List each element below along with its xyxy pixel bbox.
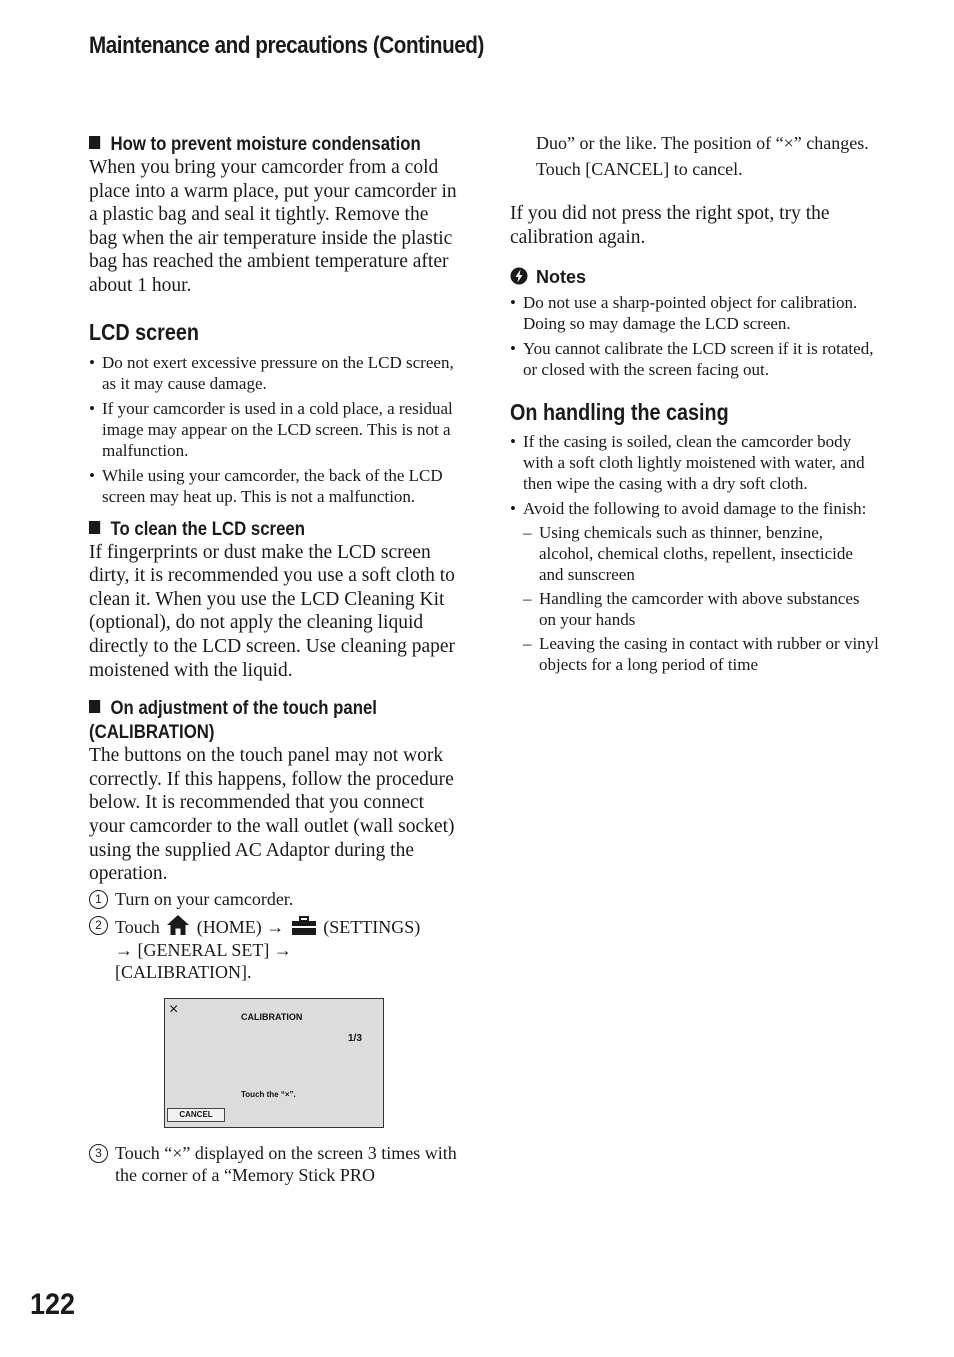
step-3-continued: Duo” or the like. The position of “×” changes. Touch [CANCEL] to cancel. (510, 132, 880, 180)
step-2: 2 Touch (HOME) → (SETTINGS) → [GENERAL SET] → [CALIBRATION]. (89, 914, 457, 984)
list-item: • You cannot calibrate the LCD screen if it is rotated, or closed with the screen facing out. (510, 339, 874, 380)
left-column (89, 130, 457, 1187)
home-icon (166, 914, 190, 936)
toolbox-settings-icon (291, 916, 317, 936)
casing-bullets (510, 431, 880, 675)
calibration-text: The buttons on the touch panel may not work correctly. If this happens, follow the procedure below. It is recommended that you connect your camcorder to the wall outlet (wall socket) using the supplied AC Adaptor during the operation. (89, 745, 455, 885)
casing-title: On handling the casing (510, 399, 729, 426)
clean-text: If fingerprints or dust make the LCD screen dirty, it is recommended you use a soft cloth to clean it. When you use the LCD Cleaning Kit (optional), do not apply the cleaning liquid directly to the LCD screen. Use cleaning paper moistened with the liquid. (89, 541, 456, 681)
list-item: – Handling the camcorder with above substances on your hands (523, 589, 860, 630)
retry-text: If you did not press the right spot, try the calibration again. (510, 203, 830, 248)
calibration-heading: On adjustment of the touch panel (CALIBRATION) (89, 697, 377, 744)
lcd-screen-title: LCD screen (89, 318, 199, 345)
right-column (510, 130, 880, 679)
lcd-bullets (89, 352, 457, 507)
calibration-screen-illustration (164, 998, 384, 1128)
list-item: – Leaving the casing in contact with rubber or vinyl objects for a long period of time (523, 634, 879, 675)
moisture-text: When you bring your camcorder from a cold place into a warm place, put your camcorder in a plastic bag and seal it tightly. Remove the bag when the air temperature inside the plastic bag has reached the ambient temperature after about 1 hour. (89, 157, 457, 296)
screen-title: CALIBRATION (241, 1011, 303, 1022)
screen-counter: 1/3 (348, 1032, 362, 1044)
square-bullet-icon (89, 700, 100, 713)
list-item: • While using your camcorder, the back of the LCD screen may heat up. This is not a malfunction. (89, 465, 443, 506)
square-bullet-icon (89, 136, 100, 149)
list-item: • Do not exert excessive pressure on the LCD screen, as it may cause damage. (89, 352, 454, 393)
step-3: 3 Touch “×” displayed on the screen 3 times with the corner of a “Memory Stick PRO (89, 1142, 457, 1187)
page-number: 122 (30, 1288, 76, 1321)
square-bullet-icon (89, 521, 100, 534)
cancel-instruction: Touch [CANCEL] to cancel. (536, 158, 743, 179)
clean-heading: To clean the LCD screen (89, 517, 405, 541)
casing-dashes (523, 522, 880, 675)
step-1: 1 Turn on your camcorder. (89, 888, 457, 911)
list-item: – Using chemicals such as thinner, benzine, alcohol, chemical cloths, repellent, insecticide and sunscreen (523, 523, 853, 585)
notes-bullets (510, 292, 880, 380)
page-header: Maintenance and precautions (Continued) (89, 32, 484, 59)
notes-heading: Notes (510, 265, 880, 289)
list-item: • Avoid the following to avoid damage to the finish: – Using chemicals such as thinner, benzine, alcohol, chemical cloths, repellent, insecticide and sunscreen – Handling the camcorder with above substances on your hands – Leaving the casing in contact with rubber or vinyl objects for a long period of time (510, 499, 879, 675)
close-icon: × (169, 1000, 179, 1018)
list-item: • If the casing is soiled, clean the camcorder body with a soft cloth lightly moistened with water, and then wipe the casing with a dry soft cloth. (510, 432, 865, 494)
list-item: • If your camcorder is used in a cold place, a residual image may appear on the LCD screen. This is not a malfunction. (89, 398, 453, 460)
notes-icon (510, 267, 528, 285)
list-item: • Do not use a sharp-pointed object for calibration. Doing so may damage the LCD screen. (510, 293, 858, 334)
cancel-button[interactable]: CANCEL (167, 1108, 225, 1122)
moisture-heading: How to prevent moisture condensation (89, 132, 405, 156)
screen-prompt: Touch the “×”. (241, 1089, 296, 1099)
